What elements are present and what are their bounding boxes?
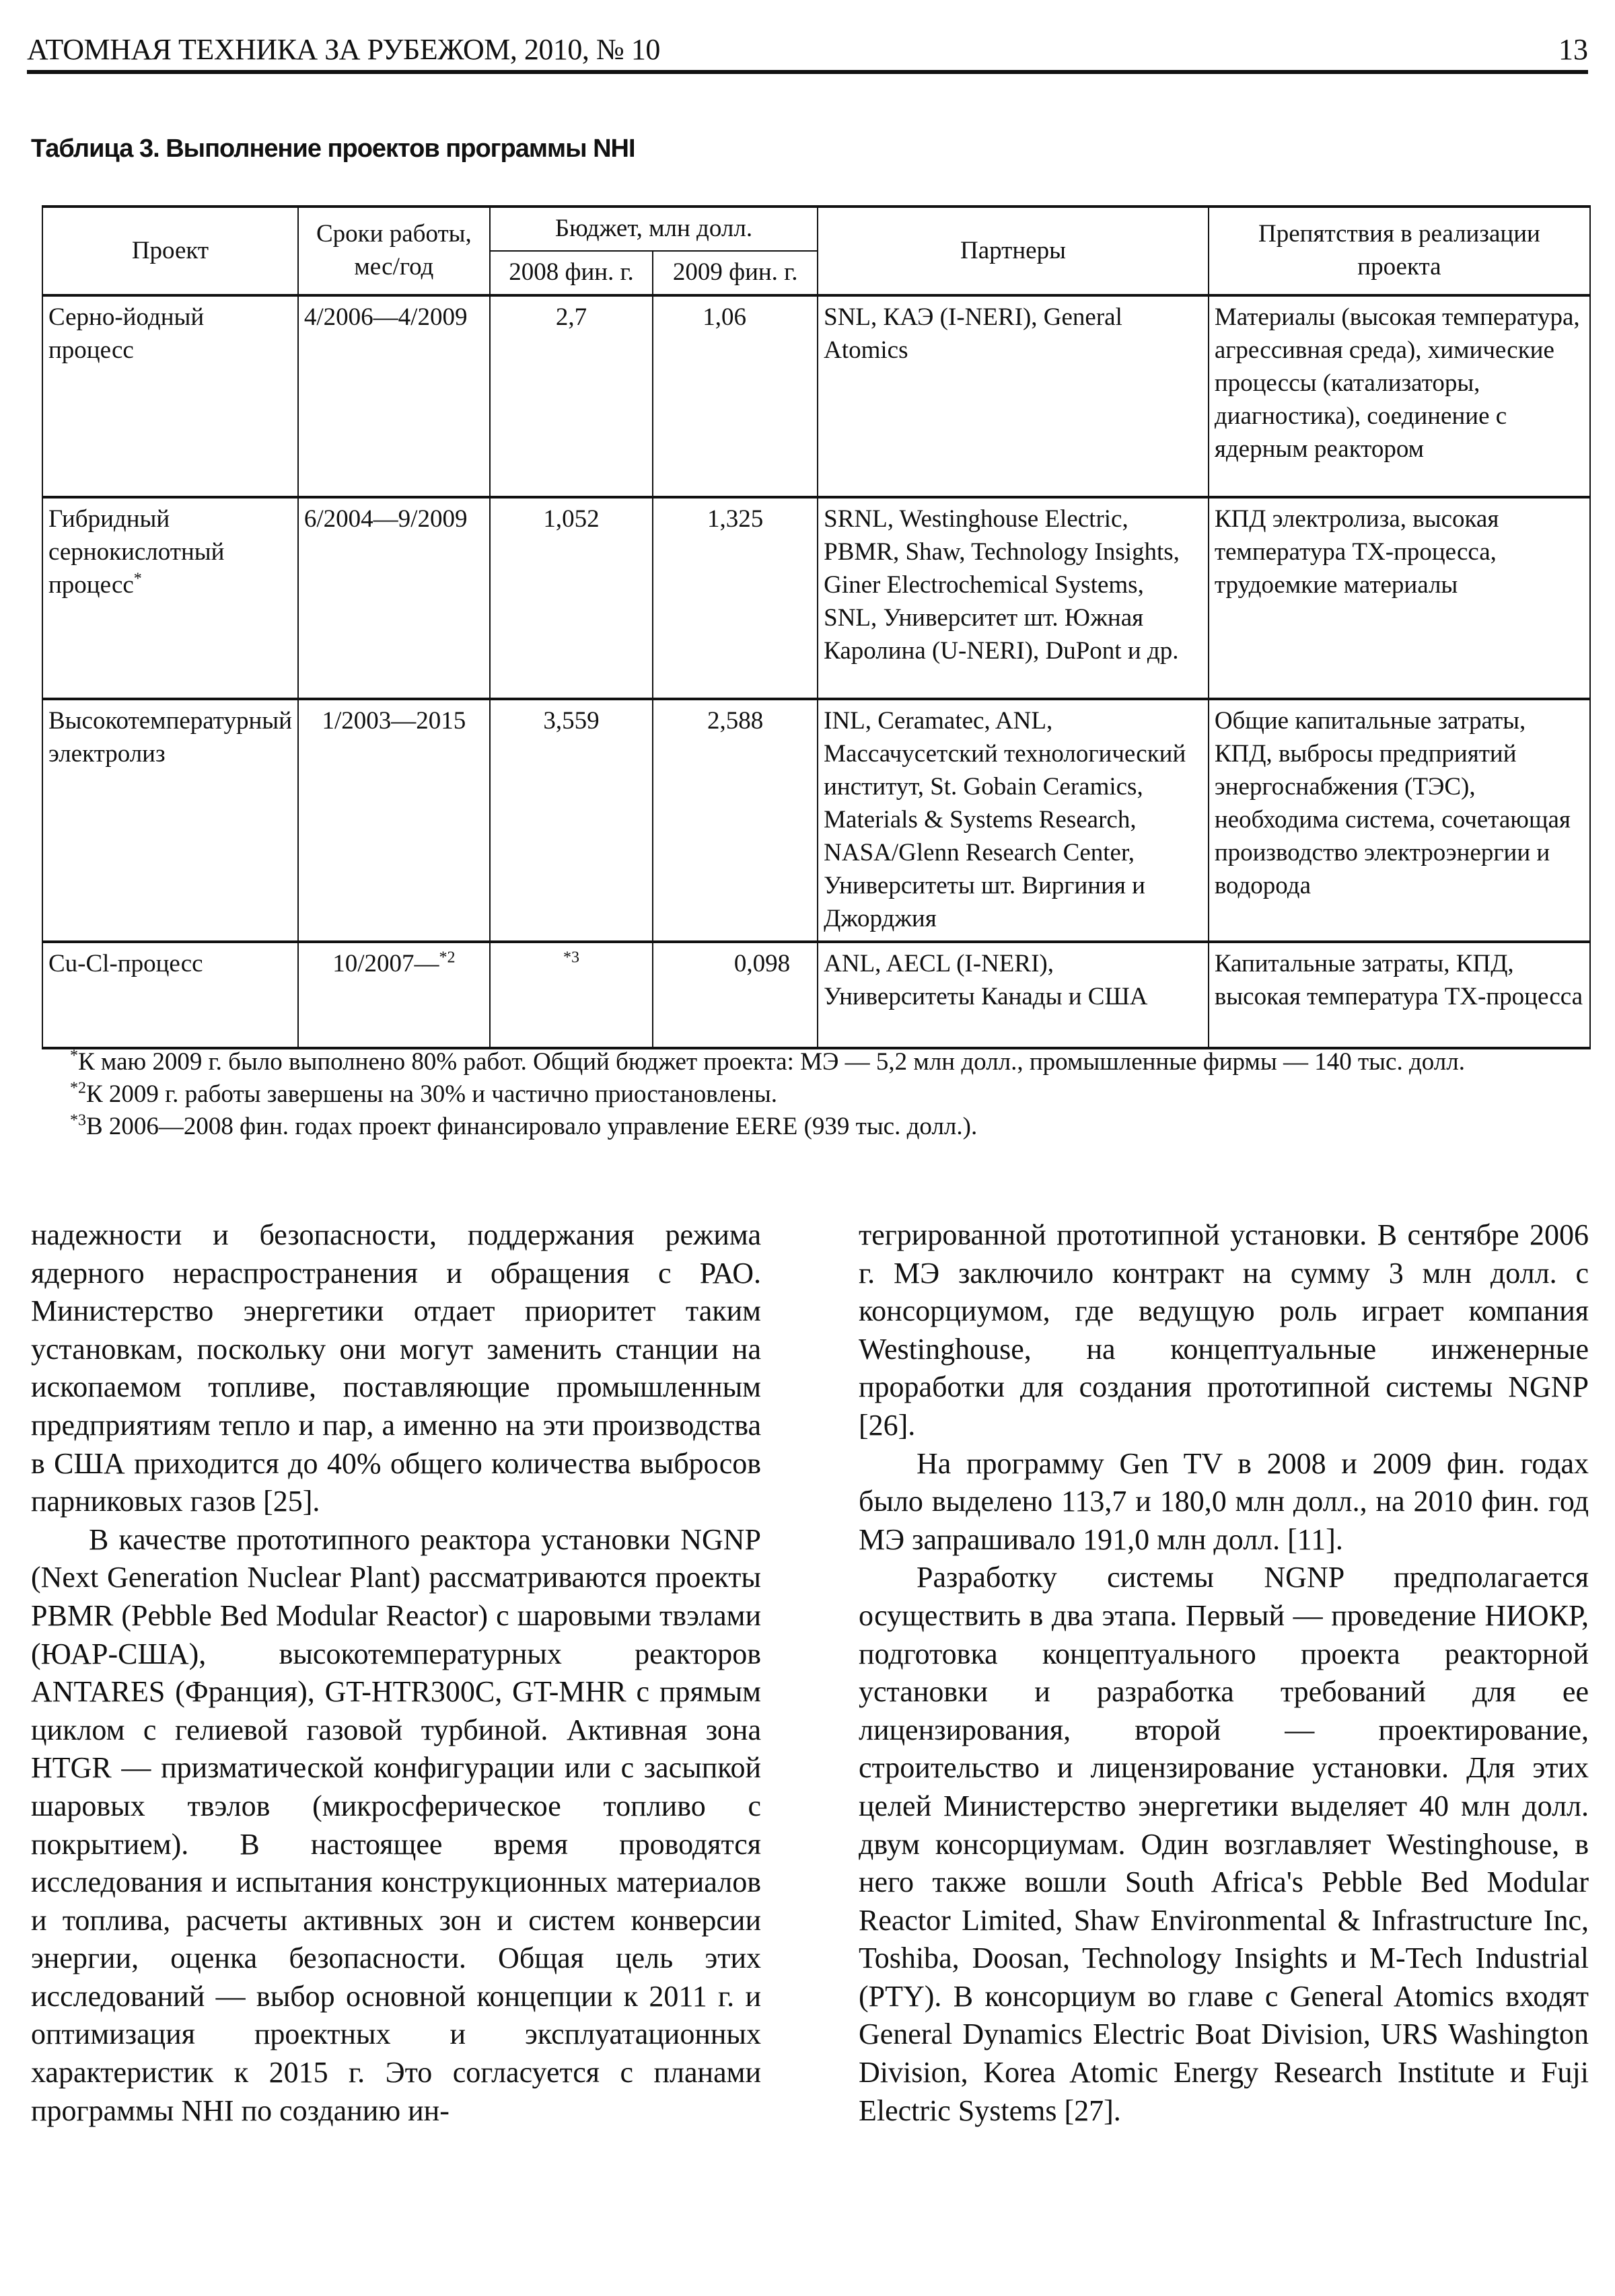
cell-partners: INL, Ceramatec, ANL, Массачусетский технологический институт, St. Gobain Ceramics, Materials & Systems Research, NASA/Glenn Research Center, Университеты шт. Виргиния и Джорджия	[818, 699, 1209, 942]
header-rule	[27, 70, 1588, 74]
cell-period: 4/2006—4/2009	[298, 295, 490, 497]
table-footnotes	[42, 1046, 1591, 1143]
footnote: $^{*2}$К 2009 г. работы завершены на 30% и частично приостановлены.	[70, 1079, 778, 1108]
cell-project: Серно-йодный процесс	[42, 295, 298, 497]
journal-title: АТОМНАЯ ТЕХНИКА ЗА РУБЕЖОМ, 2010, № 10	[27, 33, 660, 66]
cell-budget-2008: 1,052	[490, 497, 653, 699]
footnote: $^{*3}$В 2006—2008 фин. годах проект финансировало управление EERE (939 тыс. долл.).	[70, 1111, 978, 1140]
cell-obstacles: Материалы (высокая температура, агрессивная среда), химические процессы (катализаторы, диагностика), соединение с ядерным реактором	[1209, 295, 1590, 497]
header-budget-2008: 2008 фин. г.	[490, 251, 653, 295]
table-row	[42, 699, 1590, 942]
header-budget: Бюджет, млн долл.	[490, 207, 818, 251]
header-partners: Партнеры	[818, 207, 1209, 295]
cell-project: Гибридный сернокислотный процесс*	[42, 497, 298, 699]
running-header	[27, 30, 1588, 70]
body-column-left	[31, 1216, 761, 2130]
header-obstacles: Препятствия в реализации проекта	[1209, 207, 1590, 295]
paragraph: На программу Gen TV в 2008 и 2009 фин. годах было выделено 113,7 и 180,0 млн долл., на 2010 фин. год МЭ запрашивало 191,0 млн долл. [11].	[859, 1446, 1589, 1556]
cell-budget-2009: 1,06	[653, 295, 818, 497]
paragraph: В качестве прототипного реактора установки NGNP (Next Generation Nuclear Plant) рассматриваются проекты PBMR (Pebble Bed Modular Reactor) с шаровыми твэлами (ЮАР-США), высокотемпературных реакторов ANTARES (Франция), GT-HTR300C, GT-MHR с прямым циклом с гелиевой газовой турбиной. Активная зона HTGR — призматической конфигурации или с засыпкой шаровых твэлов (микросферическое топливо с покрытием). В настоящее время проводятся исследования и испытания конструкционных материалов и топлива, расчеты активных зон и систем конверсии энергии, оценка безопасности. Общая цель этих исследований — выбор основной концепции к 2011 г. и оптимизация проектных и эксплуатационных характеристик к 2015 г. Это согласуется с планами программы NHI по созданию ин-	[31, 1522, 761, 2127]
body-column-right	[859, 1216, 1589, 2130]
cell-budget-2009: 1,325	[653, 497, 818, 699]
nhi-projects-table	[42, 205, 1591, 1049]
table-row	[42, 497, 1590, 699]
table-row	[42, 295, 1590, 497]
cell-obstacles: Капитальные затраты, КПД, высокая температура ТХ-процесса	[1209, 942, 1590, 1048]
cell-project: Cu-Cl-процесс	[42, 942, 298, 1048]
cell-budget-2008: *3	[490, 942, 653, 1048]
cell-partners: SNL, КАЭ (I-NERI), General Atomics	[818, 295, 1209, 497]
header-budget-2009: 2009 фин. г.	[653, 251, 818, 295]
cell-period: 6/2004—9/2009	[298, 497, 490, 699]
table-caption: Таблица 3. Выполнение проектов программы NHI	[31, 135, 635, 163]
paragraph: Разработку системы NGNP предполагается осуществить в два этапа. Первый — проведение НИОКР, подготовка концептуального проекта реакторной установки и разработка требований для ее лицензирования, второй — проектирование, строительство и лицензирование установки. Для этих целей Министерство энергетики выделяет 40 млн долл. двум консорциумам. Один возглавляет Westinghouse, в него также вошли South Africa's Pebble Bed Modular Reactor Limited, Shaw Environmental & Infrastructure Inc, Toshiba, Doosan, Technology Insights и M-Tech Industrial (PTY). В консорциум во главе с General Atomics входят General Dynamics Electric Boat Division, URS Washington Division, Korea Atomic Energy Research Institute и Fuji Electric Systems [27].	[859, 1561, 1589, 2127]
footnote: *К маю 2009 г. было выполнено 80% работ. Общий бюджет проекта: МЭ — 5,2 млн долл., промышленные фирмы — 140 тыс. долл.	[70, 1047, 1465, 1076]
cell-budget-2008: 3,559	[490, 699, 653, 942]
cell-period: 10/2007—$^{*2}$	[298, 942, 490, 1048]
page-number: 13	[1558, 33, 1588, 66]
cell-partners: SRNL, Westinghouse Electric, PBMR, Shaw, Technology Insights, Giner Electrochemical Systems, SNL, Университет шт. Южная Каролина (U-NERI), DuPont и др.	[818, 497, 1209, 699]
cell-period: 1/2003—2015	[298, 699, 490, 942]
table-row	[42, 942, 1590, 1048]
cell-obstacles: КПД электролиза, высокая температура ТХ-процесса, трудоемкие материалы	[1209, 497, 1590, 699]
paragraph: надежности и безопасности, поддержания режима ядерного нераспространения и обращения с РАО. Министерство энергетики отдает приоритет таким установкам, поскольку они могут заменить станции на ископаемом топливе, поставляющие промышленным предприятиям тепло и пар, а именно на эти производства в США приходится до 40% общего количества выбросов парниковых газов [25].	[31, 1218, 761, 1518]
header-project: Проект	[42, 207, 298, 295]
cell-obstacles: Общие капитальные затраты, КПД, выбросы предприятий энергоснабжения (ТЭС), необходима система, сочетающая производство электроэнергии и водорода	[1209, 699, 1590, 942]
cell-budget-2009: 0,098	[653, 942, 818, 1048]
cell-project: Высокотемпературный электролиз	[42, 699, 298, 942]
paragraph: тегрированной прототипной установки. В сентябре 2006 г. МЭ заключило контракт на сумму 3 млн долл. с консорциумом, где ведущую роль играет компания Westinghouse, на концептуальные инженерные проработки для создания прототипной системы NGNP [26].	[859, 1218, 1589, 1442]
cell-partners: ANL, AECL (I-NERI), Университеты Канады и США	[818, 942, 1209, 1048]
header-period: Сроки работы, мес/год	[298, 207, 490, 295]
cell-budget-2009: 2,588	[653, 699, 818, 942]
cell-budget-2008: 2,7	[490, 295, 653, 497]
